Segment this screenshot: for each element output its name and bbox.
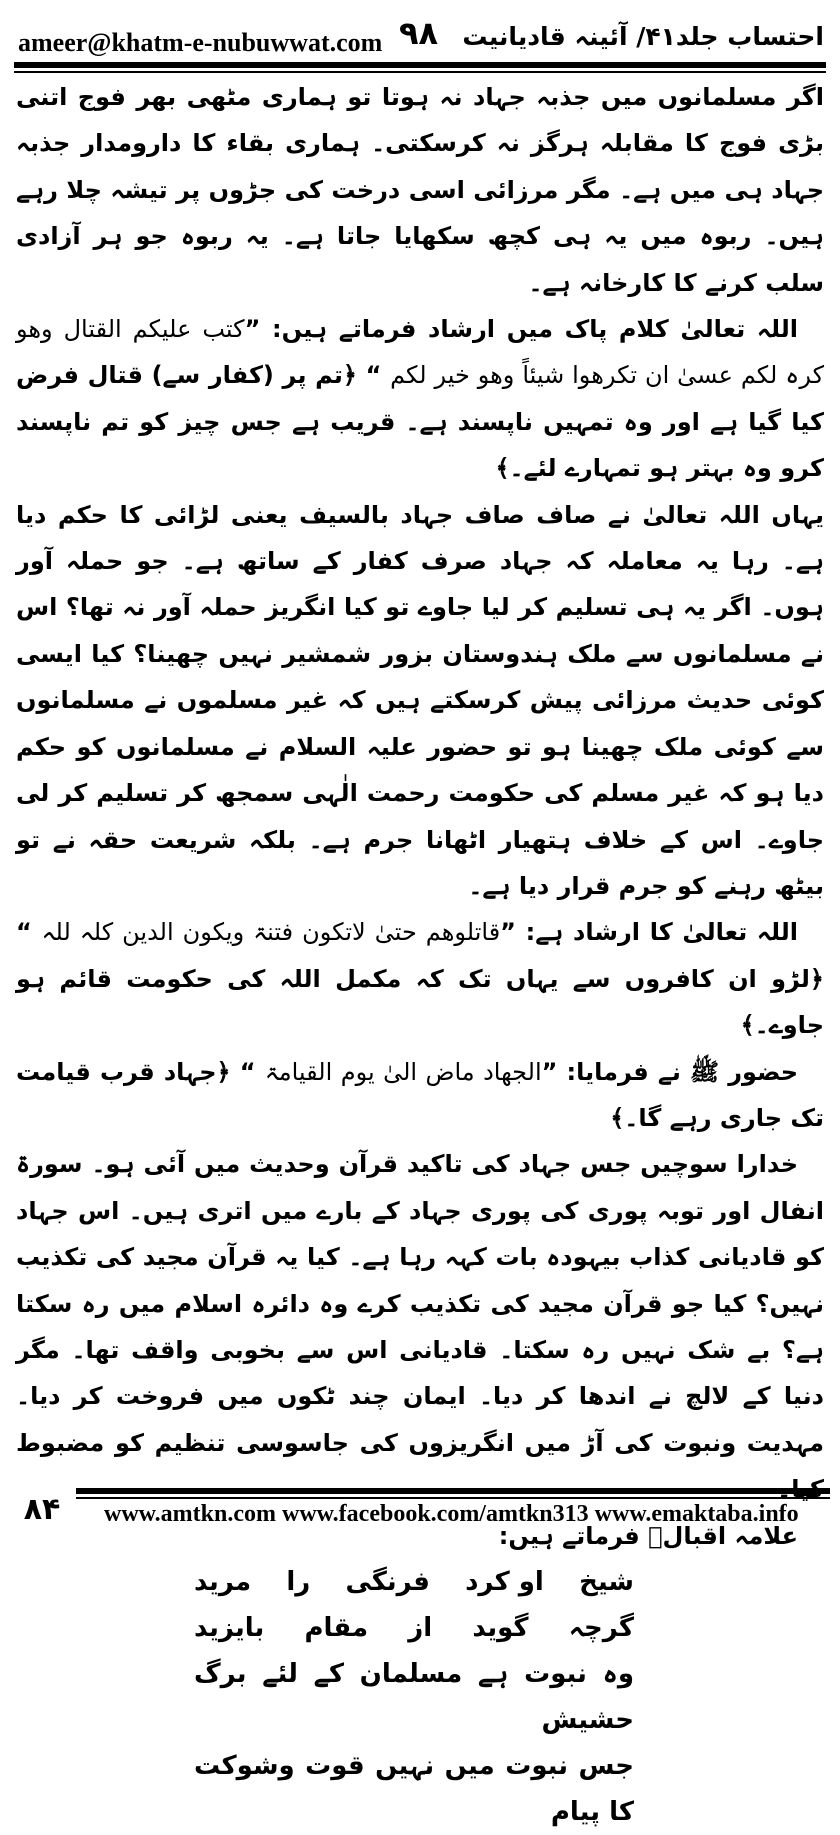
header-rule-thick bbox=[14, 62, 826, 68]
poem-word: گوید bbox=[472, 1613, 529, 1643]
poem-line-3: وہ نبوت ہے مسلمان کے لئے برگ حشیش bbox=[194, 1659, 634, 1735]
paragraph-1: اگر مسلمانوں میں جذبہ جہاد نہ ہوتا تو ہماری مٹھی بھر فوج اتنی بڑی فوج کا مقابلہ ہرگز نہ کرسکتی۔ ہماری بقاء کا دارومدار جذبہ جہاد ہی میں ہے۔ مگر مرزائی اسی درخت کی جڑوں پر تیشہ چلا رہے ہیں۔ ربوہ میں یہ ہی کچھ سکھایا جاتا ہے۔ یہ ربوہ جو ہر آزادی سلب کرنے کا کارخانہ ہے۔ bbox=[16, 83, 825, 297]
poem-word: بایزید bbox=[194, 1613, 265, 1643]
quote-translation-3: “ ﴿جہاد قرب قیامت تک جاری رہے گا۔﴾ bbox=[16, 1057, 824, 1132]
arabic-quote-1: کتب علیکم القتال وھو کرہ لکم عسیٰ ان تکرھوا شیئاً وھو خیر لکم bbox=[16, 315, 824, 390]
paragraph-3: یہاں اللہ تعالیٰ نے صاف صاف جہاد بالسیف یعنی لڑائی کا حکم دیا ہے۔ رہا یہ معاملہ کہ جہاد صرف کفار کے ساتھ ہے۔ جو حملہ آور ہوں۔ اگر یہ ہی تسلیم کر لیا جاوے تو کیا انگریز حملہ آور نہ تھا؟ اس نے مسلمانوں سے ملک ہندوستان بزور شمشیر نہیں چھینا؟ کیا ایسی کوئی حدیث مرزائی پیش کرسکتے ہیں کہ غیر مسلموں نے مسلمانوں سے کوئی ملک چھینا ہو تو حضور علیہ السلام نے مسلمانوں کو حکم دیا ہو کہ غیر مسلم کی حکومت رحمت الٰہی سمجھ کر تسلیم کر لی جاوے۔ اس کے خلاف ہتھیار اٹھانا جرم ہے۔ بلکہ شریعت حقہ نے تو بیٹھ رہنے کو جرم قرار دیا ہے۔ bbox=[16, 500, 824, 900]
arabic-quote-2: قاتلوھم حتیٰ لاتکون فتنۃ ویکون الدین کلہ للہ bbox=[41, 918, 501, 947]
poem-word: مقام bbox=[304, 1613, 369, 1643]
poem-word: گرچہ bbox=[568, 1613, 634, 1643]
quote-translation-1: “ ﴿تم پر (کفار سے) قتال فرض کیا گیا ہے اور وہ تمہیں ناپسند ہے۔ قریب ہے جس چیز کو تم ناپسند کرو وہ بہتر ہو تمہارے لئے۔﴾ bbox=[16, 361, 824, 483]
poem-word: شیخ bbox=[579, 1567, 634, 1597]
paragraph-quran-1 bbox=[16, 306, 824, 492]
page-footer bbox=[10, 1488, 830, 1534]
paragraph-quran-2 bbox=[16, 909, 824, 1048]
poem-word: فرنگی bbox=[345, 1567, 430, 1597]
footer-rule-thin bbox=[76, 1497, 830, 1499]
paragraph-iqbal-intro: علامہ اقبالؒ فرماتے ہیں: bbox=[498, 1521, 798, 1550]
page-header bbox=[14, 6, 826, 62]
poem-word: مرید bbox=[194, 1567, 252, 1597]
quote-translation-2: “ ﴿لڑو ان کافروں سے یہاں تک کہ مکمل اللہ کی حکومت قائم ہو جاوے۔﴾ bbox=[16, 918, 824, 1040]
footer-rule-thick bbox=[76, 1488, 830, 1494]
footer-page-number: ۸۴ bbox=[23, 1492, 61, 1527]
footer-links: www.amtkn.com www.facebook.com/amtkn313 www.emaktaba.info bbox=[104, 1501, 799, 1527]
quote-intro-2: اللہ تعالیٰ کا ارشاد ہے: ” bbox=[500, 918, 798, 947]
poem-line-2 bbox=[194, 1605, 634, 1651]
poem-word: او کرد bbox=[465, 1567, 544, 1597]
paragraph-6: خدارا سوچیں جس جہاد کی تاکید قرآن وحدیث میں آئی ہو۔ سورۃ انفال اور توبہ پوری کی پوری جہاد کے بارے میں اتری ہیں۔ اس جہاد کو قادیانی کذاب بیہودہ بات کہہ رہا ہے۔ کیا یہ قرآن مجید کی تکذیب نہیں؟ کیا جو قرآن مجید کی تکذیب کرے وہ دائرہ اسلام میں رہ سکتا ہے؟ بے شک نہیں رہ سکتا۔ قادیانی اس سے بخوبی واقف تھا۔ مگر دنیا کے لالچ نے اندھا کر دیا۔ ایمان چند ٹکوں میں فروخت کر دیا۔ مہدیت ونبوت کی آڑ میں انگریزوں کی جاسوسی تنظیم کو مضبوط bbox=[16, 1150, 824, 1457]
quote-intro-3: حضور ﷺ نے فرمایا: ” bbox=[541, 1057, 799, 1086]
poem bbox=[194, 1559, 634, 1835]
poem-line-1 bbox=[194, 1559, 634, 1605]
poem-line-4: جس نبوت میں نہیں قوت وشوکت کا پیام bbox=[194, 1751, 634, 1827]
poem-word: را bbox=[286, 1567, 311, 1597]
header-rule-thin bbox=[14, 71, 826, 73]
quote-intro-1: اللہ تعالیٰ کلام پاک میں ارشاد فرماتے ہیں: ” bbox=[244, 315, 798, 344]
paragraph-hadith bbox=[16, 1049, 824, 1142]
poem-word: از bbox=[408, 1613, 433, 1643]
header-title: احتساب جلد۴۱/ آئینہ قادیانیت bbox=[462, 22, 824, 51]
arabic-quote-3: الجھاد ماض الیٰ یوم القیامۃ bbox=[264, 1057, 542, 1086]
header-page-number: ۹۸ bbox=[399, 14, 439, 52]
header-email: ameer@khatm-e-nubuwwat.com bbox=[18, 28, 383, 57]
